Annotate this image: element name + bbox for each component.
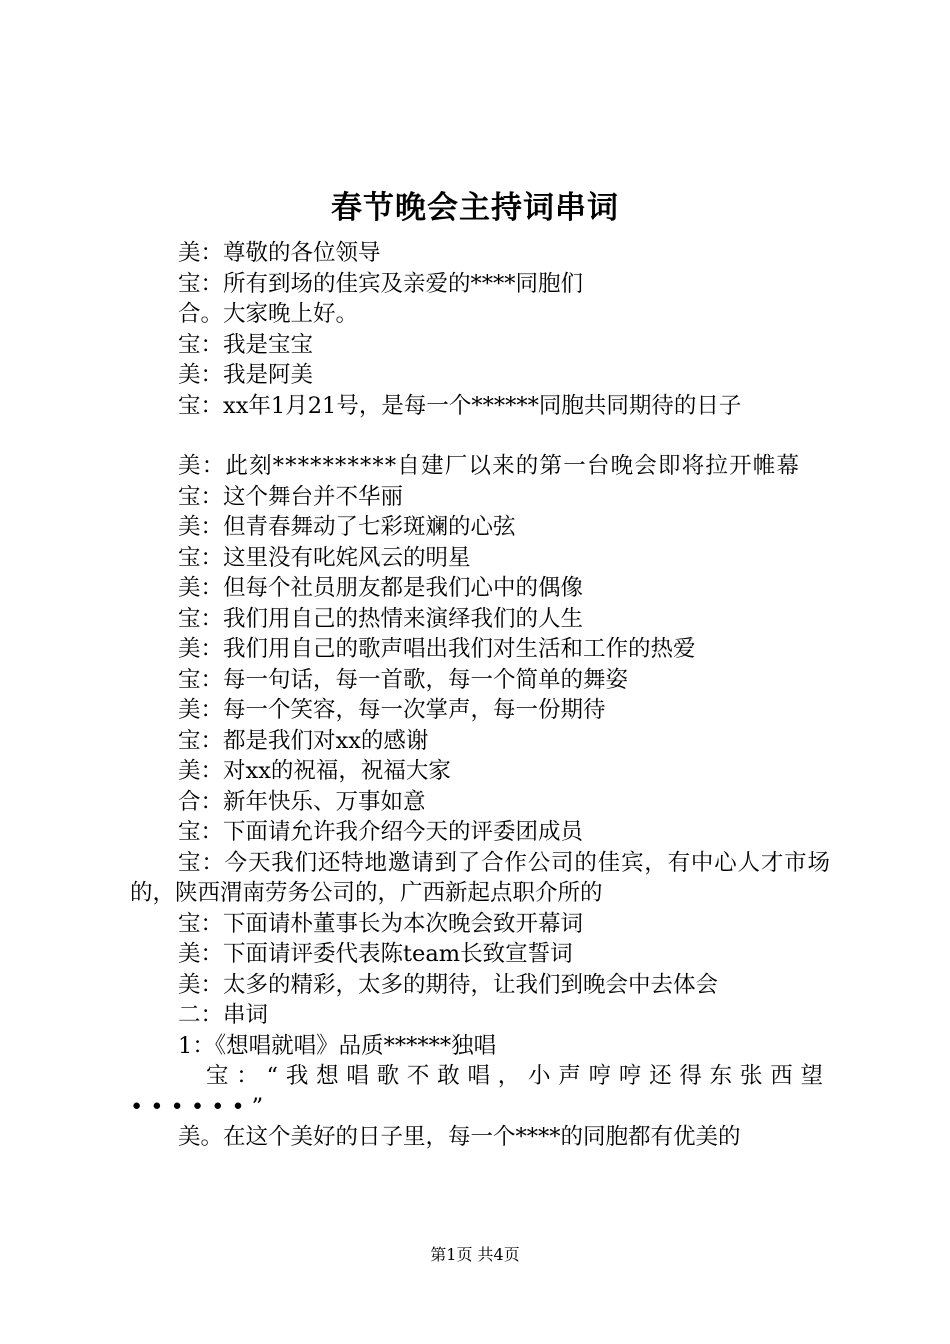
text-line: 美：我们用自己的歌声唱出我们对生活和工作的热爱 (178, 636, 696, 662)
text-line: 美：但每个社员朋友都是我们心中的偶像 (178, 575, 584, 601)
text-paragraph: 美：此刻**********自建厂以来的第一台晚会即将拉开帷幕 (178, 453, 801, 479)
text-line: 宝：下面请允许我介绍今天的评委团成员 (178, 819, 584, 845)
text-paragraph: 宝：“我想唱歌不敢唱，小声哼哼还得东张西望••••••” (130, 1063, 830, 1120)
text-line: 美：我是阿美 (178, 362, 314, 388)
text-line: 美：对xx的祝福，祝福大家 (178, 758, 451, 784)
document-body (130, 238, 830, 1153)
text-line: 美：太多的精彩，太多的期待，让我们到晚会中去体会 (178, 971, 719, 998)
text-line: 宝：我是宝宝 (178, 331, 314, 358)
text-line: 宝：我们用自己的热情来演绎我们的人生 (178, 605, 584, 632)
document-title: 春节晚会主持词串词 (331, 190, 619, 226)
page-number-footer: 第1页 共4页 (430, 1245, 520, 1264)
text-line: 美：但青春舞动了七彩斑斓的心弦 (178, 514, 516, 540)
text-line: 二：串词 (178, 1002, 269, 1028)
text-line: 美：每一个笑容，每一次掌声，每一份期待 (178, 697, 606, 723)
text-paragraph: 宝：今天我们还特地邀请到了合作公司的佳宾，有中心人才市场的，陕西渭南劳务公司的，广西新起点职介所的 (130, 849, 830, 906)
text-line: 美：下面请评委代表陈team长致宣誓词 (178, 941, 573, 967)
text-line: 宝：下面请朴董事长为本次晚会致开幕词 (178, 910, 584, 937)
text-line: 合：新年快乐、万事如意 (178, 788, 426, 815)
text-line: 美。在这个美好的日子里，每一个****的同胞都有优美的 (178, 1124, 741, 1150)
text-line: 宝：这里没有叱姹风云的明星 (178, 544, 471, 571)
text-line: 宝：这个舞台并不华丽 (178, 483, 404, 510)
text-line: 美：尊敬的各位领导 (178, 240, 381, 266)
text-line: 宝：xx年1月21号，是每一个******同胞共同期待的日子 (178, 392, 742, 419)
text-line: 合。大家晚上好。 (178, 301, 359, 327)
text-line: 宝：所有到场的佳宾及亲爱的****同胞们 (178, 270, 584, 297)
text-line: 1：《想唱就唱》品质******独唱 (178, 1032, 497, 1059)
text-line: 宝：都是我们对xx的感谢 (178, 727, 429, 754)
text-line: 宝：每一句话，每一首歌，每一个简单的舞姿 (178, 666, 629, 693)
